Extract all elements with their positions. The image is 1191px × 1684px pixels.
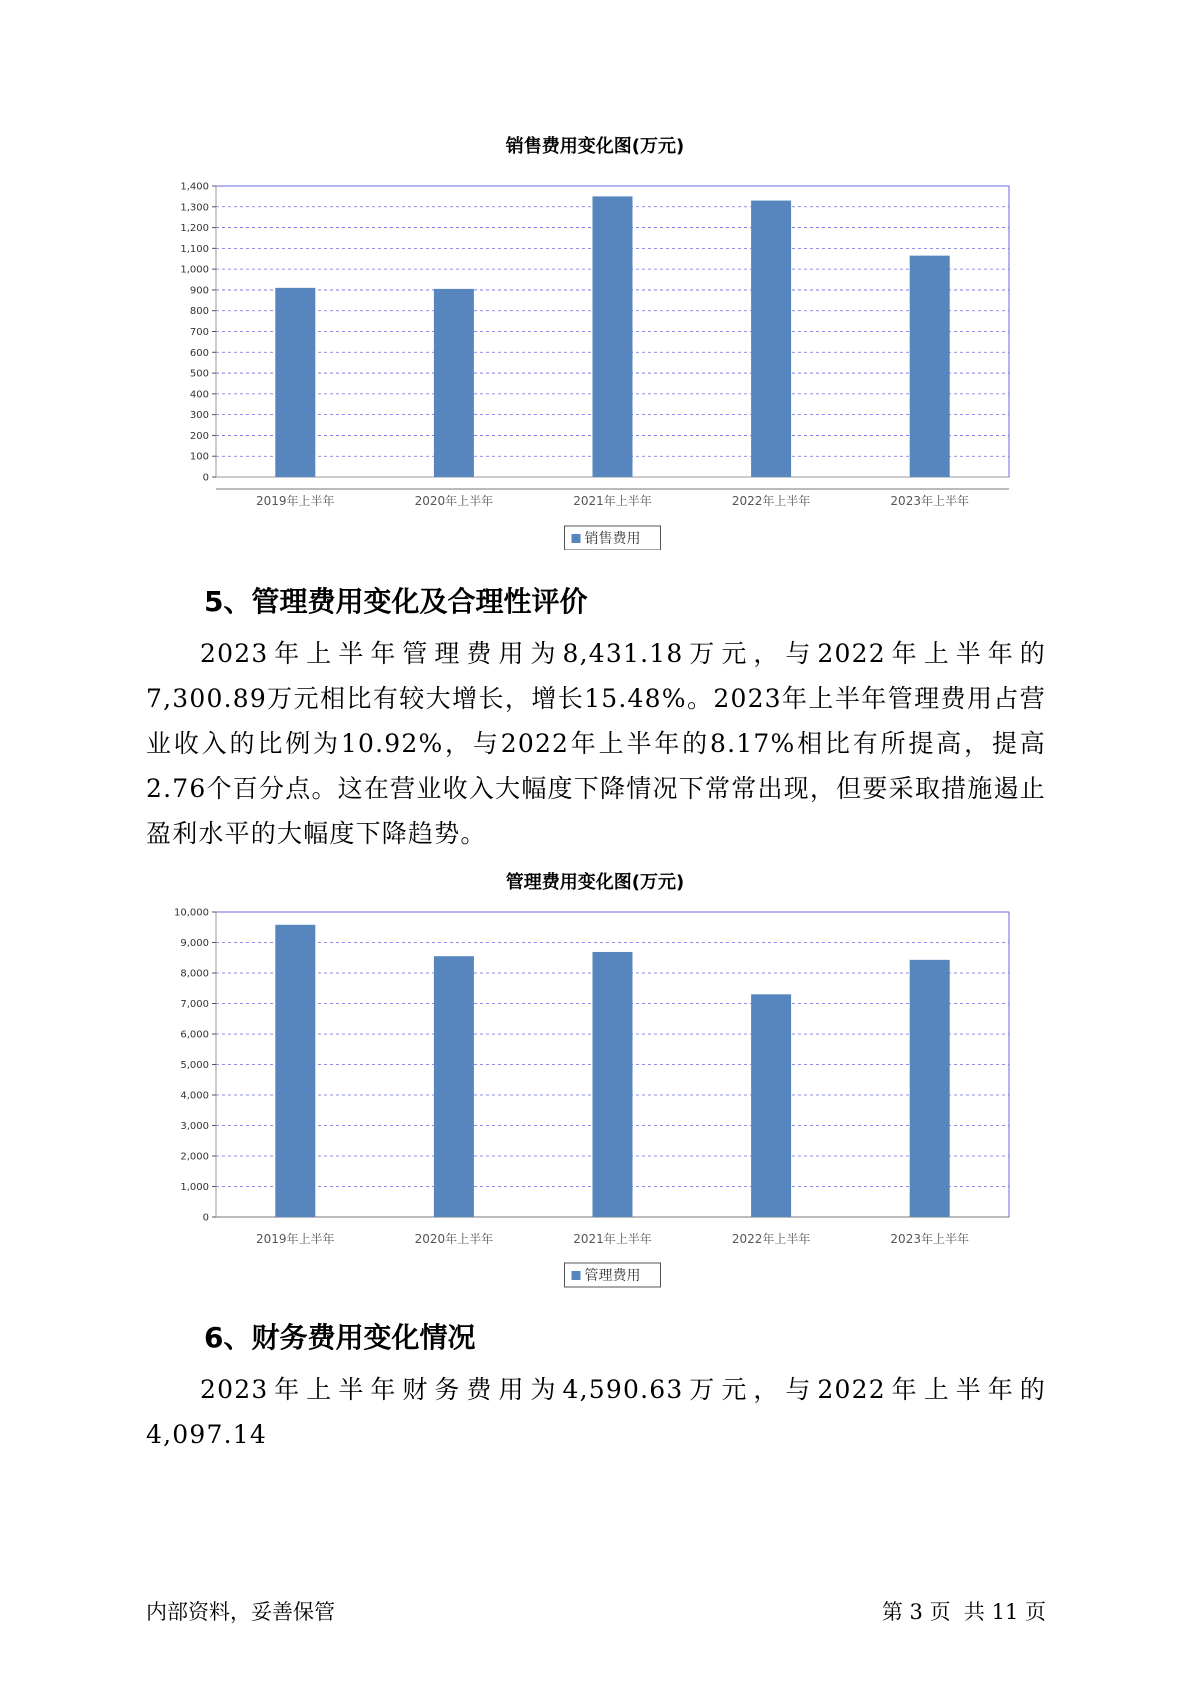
y-tick-label: 800 xyxy=(189,306,209,318)
x-tick-label: 2021年上半年 xyxy=(573,494,652,508)
y-tick-label: 1,400 xyxy=(180,181,209,193)
section-heading: 5、管理费用变化及合理性评价 xyxy=(204,585,588,618)
y-tick-label: 200 xyxy=(189,430,209,442)
y-tick-label: 2,000 xyxy=(180,1151,209,1163)
y-tick-label: 1,000 xyxy=(180,264,209,276)
y-tick-label: 700 xyxy=(189,327,209,338)
chart-title: 管理费用变化图(万元) xyxy=(505,872,685,893)
y-tick-label: 1,100 xyxy=(180,243,209,255)
y-tick-label: 1,200 xyxy=(180,223,209,235)
y-tick-label: 4,000 xyxy=(180,1090,209,1102)
section-heading: 6、财务费用变化情况 xyxy=(204,1321,476,1354)
bar xyxy=(434,956,474,1217)
legend-swatch xyxy=(572,534,581,543)
y-tick-label: 0 xyxy=(202,1212,209,1224)
y-tick-label: 7,000 xyxy=(180,999,209,1010)
y-tick-label: 1,300 xyxy=(180,202,209,214)
bar xyxy=(593,952,633,1217)
x-tick-label: 2019年上半年 xyxy=(256,1232,335,1246)
bar xyxy=(751,994,791,1217)
bar-chart xyxy=(160,130,1030,550)
chart-title: 销售费用变化图(万元) xyxy=(505,136,685,157)
y-tick-label: 8,000 xyxy=(180,968,209,980)
x-tick-label: 2022年上半年 xyxy=(731,1232,811,1246)
y-tick-label: 5,000 xyxy=(180,1060,209,1071)
legend-label: 管理费用 xyxy=(584,1268,641,1284)
x-tick-label: 2023年上半年 xyxy=(890,1232,969,1246)
x-tick-label: 2022年上半年 xyxy=(731,494,811,508)
section-paragraph: 2023年上半年管理费用为8,431.18万元，与2022年上半年的7,300.89万元相比有较大增长，增长15.48%。2023年上半年管理费用占营业收入的比例为10.92%，与2022年上半年的8.17%相比有所提高，提高2.76个百分点。这在营业收入大幅度下降情况下常常出现，但要采取措施遏止盈利水平的大幅度下降趋势。 xyxy=(146,639,1046,848)
legend-swatch xyxy=(572,1271,581,1280)
x-tick-label: 2021年上半年 xyxy=(573,1232,652,1246)
footer-left: 内部资料，妥善保管 xyxy=(146,1600,335,1624)
y-tick-label: 500 xyxy=(189,368,209,380)
bar xyxy=(434,289,474,477)
chart-admin-expense xyxy=(160,866,1030,1296)
y-tick-label: 300 xyxy=(189,410,209,422)
y-tick-label: 600 xyxy=(189,347,209,359)
x-tick-label: 2020年上半年 xyxy=(414,494,494,508)
section-paragraph: 2023年上半年财务费用为4,590.63万元，与2022年上半年的4,097.14 xyxy=(146,1375,1046,1449)
y-tick-label: 6,000 xyxy=(180,1029,209,1041)
y-tick-label: 400 xyxy=(189,389,209,401)
bar xyxy=(593,196,633,477)
bar xyxy=(910,960,950,1217)
y-tick-label: 0 xyxy=(202,472,209,484)
bar-chart xyxy=(160,866,1030,1296)
footer-right: 第 3 页 共 11 页 xyxy=(881,1600,1046,1624)
y-tick-label: 9,000 xyxy=(180,938,209,949)
bar xyxy=(751,201,791,477)
y-tick-label: 10,000 xyxy=(174,907,209,919)
bar xyxy=(910,256,950,477)
y-tick-label: 900 xyxy=(189,285,209,297)
chart-selling-expense xyxy=(160,130,1030,550)
y-tick-label: 100 xyxy=(189,451,209,463)
x-tick-label: 2019年上半年 xyxy=(256,494,335,508)
x-tick-label: 2020年上半年 xyxy=(414,1232,494,1246)
bar xyxy=(275,925,315,1217)
bar xyxy=(275,288,315,477)
y-tick-label: 1,000 xyxy=(180,1182,209,1193)
y-tick-label: 3,000 xyxy=(180,1121,209,1132)
x-tick-label: 2023年上半年 xyxy=(890,494,969,508)
legend-label: 销售费用 xyxy=(584,531,641,547)
